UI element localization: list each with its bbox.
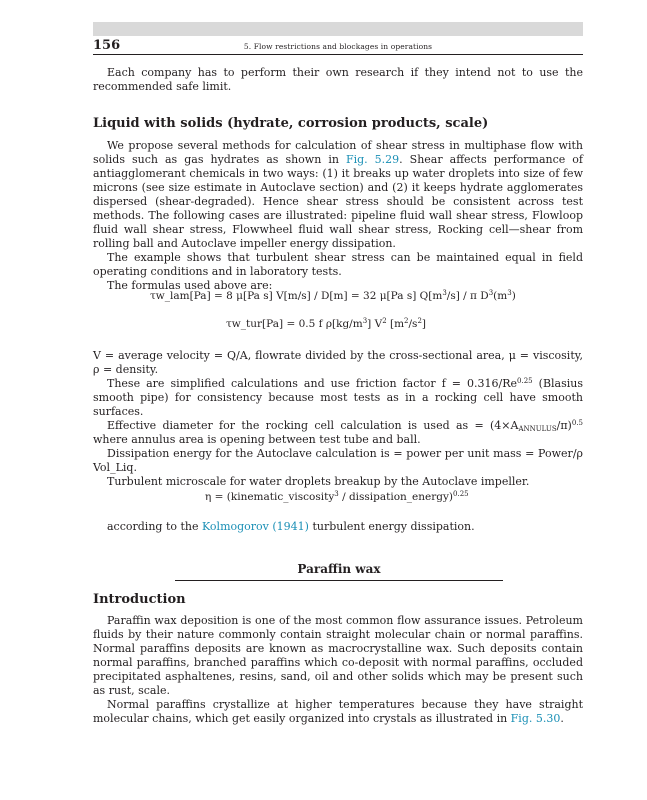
- subheading-introduction: Introduction: [93, 592, 186, 607]
- liquid-body-3: according to the Kolmogorov (1941) turbulent energy dissipation.: [107, 520, 475, 533]
- liquid-body-1: We propose several methods for calculation of shear stress in multiphase flow with solids such as gas hydrates as shown in Fig. 5.29. Shear affects performance of antiagglomerant chemicals in two ways: (1) it breaks up water droplets into size of few microns (see size estimate in Autoclave section) and (2) it keeps hydrate agglomerates dispersed (shear-degraded). Hence shear stress should be consistent across test methods. The following cases are illustrated: pipeline fluid wall shear stress, Flowloop fluid wall shear stress, Flowwheel fluid wall shear stress, Rocking cell—shear from rolling ball and Autoclave impeller energy dissipation. The example shows that turbulent shear stress can be maintained equal in field operating conditions and in laboratory tests. The formulas used above are:: [93, 139, 583, 292]
- equation-microscale: η = (kinematic_viscosity$^3$ / dissipation_energy)$^{0.25}$: [205, 490, 469, 503]
- section-heading-liquid: Liquid with solids (hydrate, corrosion products, scale): [93, 116, 489, 131]
- intro-paragraph: Each company has to perform their own research if they intend not to use the recommended safe limit.: [93, 66, 583, 93]
- section-title-paraffin: Paraffin wax: [297, 562, 381, 576]
- fig-5-29-link[interactable]: Fig. 5.29: [345, 153, 400, 166]
- page-number: 156: [93, 38, 121, 53]
- fig-5-30-link[interactable]: Fig. 5.30: [510, 712, 561, 725]
- equation-laminar-shear: τw_lam[Pa] = 8 μ[Pa s] V[m/s] / D[m] = 32 μ[Pa s] $Q[m^3/s]$ / π $D^3(m^3)$: [150, 289, 516, 302]
- header-bar: [93, 22, 583, 36]
- equation-turbulent-shear: τw_tur[Pa] = 0.5 f $\rho[kg/m^3]$ $V^2$ $[m^2/s^2]$: [226, 317, 427, 330]
- running-head: 5. Flow restrictions and blockages in operations: [243, 42, 433, 51]
- section-rule: [175, 580, 503, 581]
- liquid-body-2: V = average velocity = Q/A, flowrate divided by the cross-sectional area, μ = viscosity, ρ = density. These are simplified calculations and use friction factor $f = 0.316/Re^{0.25}$ (Blasius smooth pipe) for consistency because most tests as in a rocking cell have smooth surfaces. Effective diameter for the rocking cell calculation is used as = $(4\times A_{ANNULUS}/\pi)^{0.5}$ where annulus area is opening between test tube and ball. Dissipation energy for the Autoclave calculation is = power per unit mass = Power/ρ Vol_Liq. Turbulent microscale for water droplets breakup by the Autoclave impeller.: [93, 349, 583, 488]
- paraffin-body: Paraffin wax deposition is one of the most common flow assurance issues. Petroleum fluids by their nature commonly contain straight molecular chain or normal paraffins. Normal paraffins deposits are known as macrocrystalline wax. Such deposits contain normal paraffins, branched paraffins which co-deposit with normal paraffins, occluded precipitated asphaltenes, resins, sand, oil and other solids which may be present such as rust, scale. Normal paraffins crystallize at higher temperatures because they have straight molecular chains, which get easily organized into crystals as illustrated in Fig. 5.30.: [93, 614, 583, 725]
- header-rule: [93, 54, 583, 55]
- kolmogorov-link[interactable]: Kolmogorov (1941): [202, 520, 309, 533]
